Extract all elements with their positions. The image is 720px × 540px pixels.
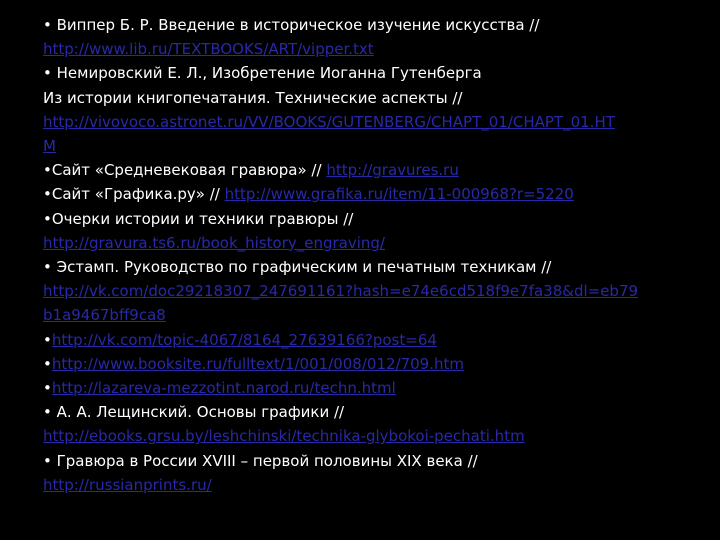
reference-link[interactable]: http://www.grafika.ru/item/11-000968?r=5220 bbox=[224, 185, 574, 204]
item-text-line bbox=[43, 255, 693, 279]
reference-link[interactable]: http://vk.com/doc29218307_247691161?hash=e74e6cd518f9e7fa38&dl=eb79 bbox=[43, 282, 639, 301]
list-item bbox=[43, 376, 693, 400]
item-line bbox=[43, 328, 693, 352]
bullet: • bbox=[43, 64, 52, 83]
item-link-line bbox=[43, 231, 693, 255]
item-text-line bbox=[43, 86, 693, 110]
reference-link-continuation[interactable]: b1a9467bff9ca8 bbox=[43, 306, 166, 325]
item-text: А. А. Лещинский. Основы графики // bbox=[56, 403, 345, 422]
item-text: Эстамп. Руководство по графическим и печатным техникам // bbox=[56, 258, 552, 277]
item-text-line bbox=[43, 449, 693, 473]
list-item bbox=[43, 352, 693, 376]
item-text-continuation: Из истории книгопечатания. Технические аспекты // bbox=[43, 88, 463, 107]
item-text: Очерки истории и техники гравюры // bbox=[51, 209, 354, 228]
bullet: • bbox=[43, 258, 52, 277]
item-link-line bbox=[43, 110, 693, 134]
reference-link[interactable]: http://gravura.ts6.ru/book_history_engraving/ bbox=[43, 233, 385, 252]
bullet: • bbox=[43, 354, 52, 373]
item-text-line bbox=[43, 61, 693, 85]
list-item bbox=[43, 328, 693, 352]
item-link-line bbox=[43, 424, 693, 448]
bullet: • bbox=[43, 209, 52, 228]
item-text-line bbox=[43, 207, 693, 231]
list-item bbox=[43, 449, 693, 497]
item-line bbox=[43, 158, 693, 182]
reference-link[interactable]: http://gravures.ru bbox=[326, 161, 459, 180]
reference-link[interactable]: http://vivovoco.astronet.ru/VV/BOOKS/GUTENBERG/CHAPT_01/CHAPT_01.HT bbox=[43, 112, 615, 131]
item-link-line bbox=[43, 37, 693, 61]
item-text: Немировский Е. Л., Изобретение Иоганна Гутенберга bbox=[56, 64, 482, 83]
bullet: • bbox=[43, 185, 52, 204]
item-line bbox=[43, 376, 693, 400]
item-link-line bbox=[43, 303, 693, 327]
reference-link[interactable]: http://ebooks.grsu.by/leshchinski/technika-glybokoi-pechati.htm bbox=[43, 427, 525, 446]
reference-link-continuation[interactable]: M bbox=[43, 137, 56, 156]
list-item bbox=[43, 255, 693, 328]
reference-link[interactable]: http://vk.com/topic-4067/8164_27639166?post=64 bbox=[51, 330, 437, 349]
reference-link[interactable]: http://www.lib.ru/TEXTBOOKS/ART/vipper.txt bbox=[43, 40, 374, 59]
item-text: Гравюра в России XVIII – первой половины XIX века // bbox=[56, 451, 478, 470]
list-item bbox=[43, 207, 693, 255]
bullet: • bbox=[43, 451, 52, 470]
item-text: Виппер Б. Р. Введение в историческое изучение искусства // bbox=[56, 16, 540, 34]
reference-link[interactable]: http://lazareva-mezzotint.narod.ru/techn.html bbox=[51, 379, 396, 398]
list-item bbox=[43, 182, 693, 206]
reference-link[interactable]: http://russianprints.ru/ bbox=[43, 475, 212, 494]
list-item bbox=[43, 158, 693, 182]
bullet: • bbox=[43, 330, 52, 349]
item-text-line bbox=[43, 400, 693, 424]
reference-list bbox=[43, 13, 693, 497]
bullet: • bbox=[43, 379, 52, 398]
item-link-line bbox=[43, 279, 693, 303]
list-item bbox=[43, 400, 693, 448]
item-link-line bbox=[43, 473, 693, 497]
list-item bbox=[43, 13, 693, 61]
item-text: Сайт «Средневековая гравюра» // bbox=[51, 161, 327, 180]
item-line bbox=[43, 182, 693, 206]
item-text-line bbox=[43, 13, 693, 37]
bullet: • bbox=[43, 161, 52, 180]
item-text: Сайт «Графика.ру» // bbox=[51, 185, 225, 204]
list-item bbox=[43, 61, 693, 158]
item-line bbox=[43, 352, 693, 376]
reference-link[interactable]: http://www.booksite.ru/fulltext/1/001/008/012/709.htm bbox=[51, 354, 464, 373]
bullet: • bbox=[43, 403, 52, 422]
item-link-line bbox=[43, 134, 693, 158]
bullet: • bbox=[43, 16, 52, 34]
